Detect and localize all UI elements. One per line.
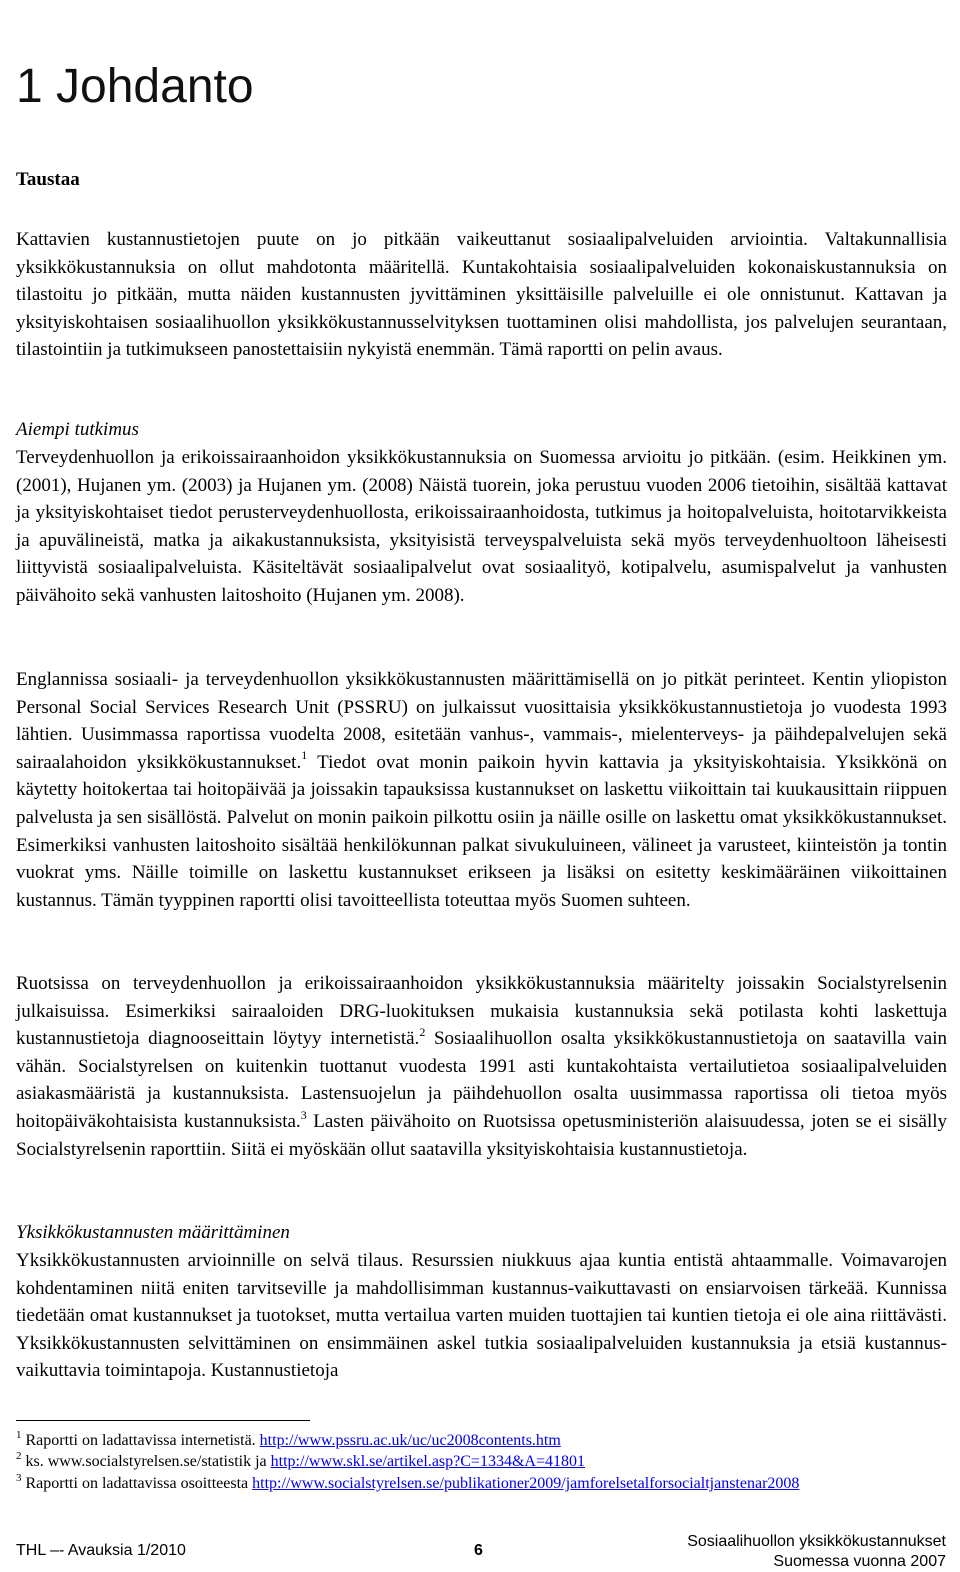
footnote-1 xyxy=(16,1428,947,1451)
footnote-3 xyxy=(16,1471,947,1494)
footnote-2-number: 2 xyxy=(16,1449,22,1462)
paragraph-englanti xyxy=(16,666,947,914)
paragraph-ruotsi-text-1: Ruotsissa on terveydenhuollon ja erikoissairaanhoidon yksikkökustannuksia määritelty joissakin Socialstyrelsenin julkaisuissa. Esimerkiksi sairaaloiden DRG-luokituksen mukaisia kustannuksia sekä potilasta kohti laskettuja kustannustietoja diagnooseittain löytyy internetistä. xyxy=(16,973,947,1050)
footnote-3-number: 3 xyxy=(16,1471,22,1484)
paragraph-ruotsi-text-3: Lasten päivähoito on Ruotsissa opetusministeriön alaisuudessa, joten se ei sisälly Socialstyrelsenin raporttiin. Siitä ei myöskään ollut saatavilla yksityiskohtaisia kustannustietoja. xyxy=(16,1110,947,1160)
footnote-divider xyxy=(16,1420,310,1421)
footnote-2-text: ks. www.socialstyrelsen.se/statistik ja xyxy=(25,1453,271,1470)
footer-page-number: 6 xyxy=(474,1542,483,1559)
footnote-2-link[interactable]: http://www.skl.se/artikel.asp?C=1334&A=41801 xyxy=(270,1453,585,1470)
paragraph-englanti-text-1: Englannissa sosiaali- ja terveydenhuollon yksikkökustannusten määrittämisellä on jo pitkät perinteet. Kentin yliopiston Personal Social Services Research Unit (PSSRU) on julkaissut vuosittaisia yksikkökustannustietoja jo vuodesta 1993 lähtien. Uusimmassa raportissa vuodelta 2008, esitetään vanhus-, vammais-, mielenterveys- ja päihdepalvelujen sekä sairaalahoidon yksikkökustannukset. xyxy=(16,669,947,773)
paragraph-englanti-text-2: Tiedot ovat monin paikoin hyvin kattavia ja yksityiskohtaisia. Yksikkönä on käytetty hoitokertaa tai hoitopäivää ja joissakin tapauksissa kustannukset on laskettu viikoittain tai kuukausittain riippuen palvelusta ja sen sisällöstä. Palvelut on monin paikoin pilkottu osiin ja näille osille on laskettu omat yksikkökustannukset. Esimerkiksi vanhusten laitoshoito sisältää henkilökunnan palkat sivukuluineen, välineet ja varusteet, kiinteistön ja tontin vuokrat yms. Näille toimille on laskettu kustannukset erikseen ja lisäksi on esitetty keskimääräinen viikoittainen kustannus. Tämän tyyppinen raportti olisi tavoitteellista toteuttaa myös Suomen suhteen. xyxy=(16,751,947,911)
section-heading-taustaa: Taustaa xyxy=(16,169,80,190)
section-heading-aiempi-tutkimus: Aiempi tutkimus xyxy=(16,419,139,440)
footnote-ref-1: 1 xyxy=(301,748,308,763)
paragraph-ruotsi xyxy=(16,970,947,1163)
footnote-1-link[interactable]: http://www.pssru.ac.uk/uc/uc2008contents.htm xyxy=(259,1432,561,1449)
section-heading-yksikkokustannukset: Yksikkökustannusten määrittäminen xyxy=(16,1222,290,1243)
footer-publication: THL –- Avauksia 1/2010 xyxy=(16,1542,186,1559)
paragraph-taustaa: Kattavien kustannustietojen puute on jo pitkään vaikeuttanut sosiaalipalveluiden arviointia. Valtakunnallisia yksikkökustannuksia on ollut mahdotonta määritellä. Kuntakohtaisia sosiaalipalveluiden kokonaiskustannuksia on tilastoitu jo pitkään, mutta näiden kustannusten jyvittäminen yksittäisille palveluille ei ole onnistunut. Kattavan ja yksityiskohtaisen sosiaalihuollon yksikkökustannusselvityksen tuottaminen olisi mahdollista, jos palvelujen seurantaan, tilastointiin ja tutkimukseen panostettaisiin nykyistä enemmän. Tämä raportti on pelin avaus. xyxy=(16,229,947,361)
paragraph-ruotsi-text-2: Sosiaalihuollon osalta yksikkökustannustietoja on saatavilla vain vähän. Socialstyrelsen on kuitenkin tuottanut vuodesta 1991 asti kuntakohtaista vertailutietoa sosiaalipalveluiden asiakasmääristä ja kustannuksista. Lastensuojelun ja päihdehuollon osalta uusimmassa raportissa oli tietoa myös hoitopäiväkohtaisista kustannuksista. xyxy=(16,1028,947,1132)
footnote-3-link[interactable]: http://www.socialstyrelsen.se/publikationer2009/jamforelsetalforsocialtjanstenar2008 xyxy=(252,1475,800,1492)
paragraph-aiempi-tutkimus: Terveydenhuollon ja erikoissairaanhoidon yksikkökustannuksia on Suomessa arvioitu jo pitkään. (esim. Heikkinen ym. (2001), Hujanen ym. (2003) ja Hujanen ym. (2008) Näistä tuorein, joka perustuu vuoden 2006 tietoihin, sisältää kattavat ja yksityiskohtaiset tiedot perusterveydenhuollosta, erikoissairaanhoidosta, tutkimus ja hoitopalveluista, hoitotarvikkeista ja apuvälineistä, matka ja aikakustannuksista, yksityisistä terveyspalveluista sekä myös terveydenhuoltoon läheisesti liittyvistä sosiaalipalveluista. Käsiteltävät sosiaalipalvelut ovat sosiaalityö, kotipalvelu, asumispalvelut ja vanhusten päivähoito sekä vanhusten laitoshoito (Hujanen ym. 2008). xyxy=(16,447,947,606)
footnote-ref-3: 3 xyxy=(300,1107,307,1122)
footnote-1-number: 1 xyxy=(16,1428,22,1441)
footnote-2 xyxy=(16,1449,947,1472)
footer-report-title xyxy=(687,1532,946,1572)
paragraph-yksikkokustannukset: Yksikkökustannusten arvioinnille on selvä tilaus. Resurssien niukkuus ajaa kuntia entistä ahtaammalle. Voimavarojen kohdentaminen niitä eniten tarvitseville ja mahdollisimman kustannus-vaikuttavasti on ensiarvoisen tärkeää. Kunnissa tiedetään omat kustannukset ja tuotokset, mutta vertailua varten muiden tuottajien tai kuntien tietoja ei ole aina riittävästi. Yksikkökustannusten selvittäminen on ensimmäinen askel tutkia sosiaalipalveluiden kustannuksia ja etsiä kustannus-vaikuttavia toimintapoja. Kustannustietoja xyxy=(16,1250,947,1382)
footnote-ref-2: 2 xyxy=(419,1024,426,1039)
footer-report-title-line-2: Suomessa vuonna 2007 xyxy=(773,1553,946,1570)
footnote-1-text: Raportti on ladattavissa internetistä. xyxy=(25,1432,260,1449)
chapter-title: 1 Johdanto xyxy=(16,60,254,113)
footer-report-title-line-1: Sosiaalihuollon yksikkökustannukset xyxy=(687,1533,946,1550)
footnote-3-text: Raportti on ladattavissa osoitteesta xyxy=(25,1475,253,1492)
